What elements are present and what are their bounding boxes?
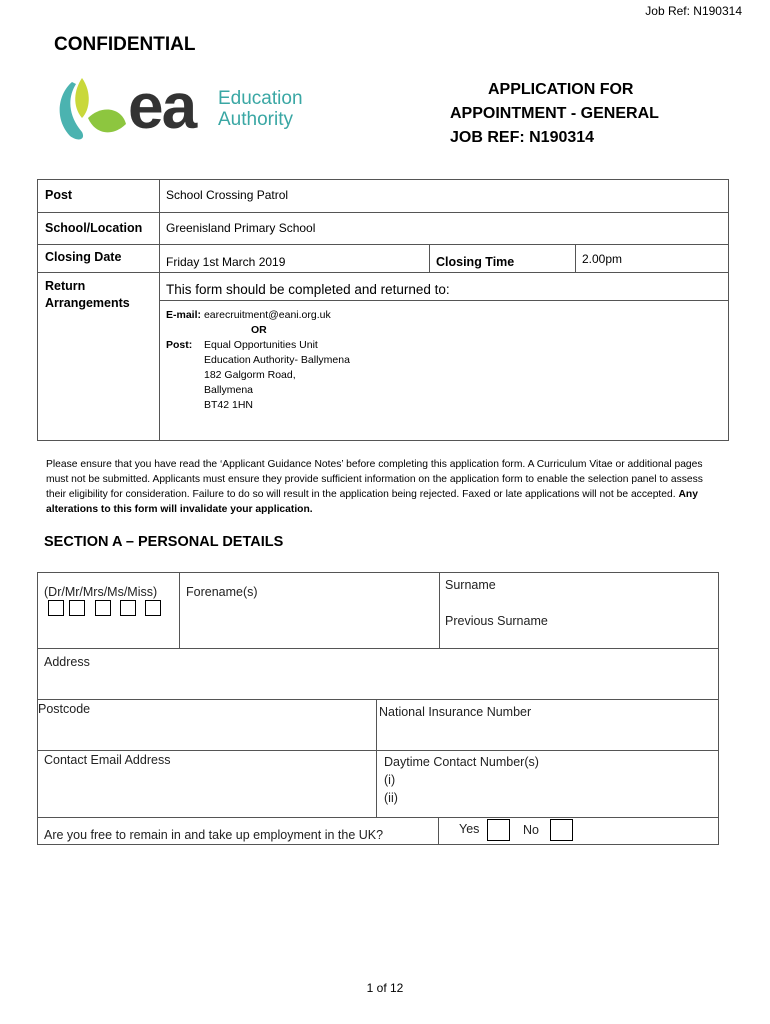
no-checkbox[interactable] [550, 819, 573, 841]
post-value: School Crossing Patrol [166, 188, 289, 202]
closing-date-label: Closing Date [45, 250, 122, 264]
ni-number-field[interactable]: National Insurance Number [379, 705, 532, 719]
surname-field[interactable]: Surname [445, 578, 496, 592]
closing-date-value: Friday 1st March 2019 [166, 255, 286, 269]
return-email-block: E-mail: earecruitment@eani.org.uk OR Post: Equal Opportunities Unit Education Authority- Ballymena 182 Galgorm Road, Ballymena BT42 1HN [166, 309, 350, 411]
logo-text: Education Authority [218, 88, 303, 130]
title-checkbox-miss[interactable] [145, 600, 161, 616]
guidance-notes: Please ensure that you have read the ‘Applicant Guidance Notes’ before completing this application form. A Curriculum Vitae or additional pages must not be submitted. Applicants must ensure they provide sufficient information on the application form to enable the selection panel to assess their eligibility for consideration. Failure to do so will result in the application being rejected. Faxed or late applications will not be accepted. Any alterations to this form will invalidate your application. [46, 459, 703, 515]
title-checkbox-dr[interactable] [48, 600, 64, 616]
uk-employment-question: Are you free to remain in and take up employment in the UK? [44, 828, 384, 842]
forename-field[interactable]: Forename(s) [186, 585, 258, 599]
title-checkbox-ms[interactable] [120, 600, 136, 616]
postcode-field[interactable]: Postcode [38, 702, 91, 716]
ea-logo-icon [52, 74, 132, 144]
title-checkbox-mrs[interactable] [95, 600, 111, 616]
yes-checkbox[interactable] [487, 819, 510, 841]
job-ref-top: Job Ref: N190314 [645, 4, 742, 18]
page-number: 1 of 12 [366, 981, 404, 995]
section-a-title: SECTION A – PERSONAL DETAILS [44, 534, 284, 550]
return-label: Return Arrangements [45, 279, 130, 310]
title-checkbox-mr[interactable] [69, 600, 85, 616]
confidential-label: CONFIDENTIAL [54, 34, 196, 55]
logo-mark: ea [128, 70, 196, 142]
contact-email-field[interactable]: Contact Email Address [44, 753, 171, 767]
return-intro: This form should be completed and returned to: [166, 282, 450, 297]
address-field[interactable]: Address [44, 655, 90, 669]
form-title: APPLICATION FOR APPOINTMENT - GENERAL JOB REF: N190314 [450, 81, 659, 146]
title-field-label: (Dr/Mr/Mrs/Ms/Miss) [44, 585, 158, 599]
post-label: Post [45, 188, 73, 202]
previous-surname-field[interactable]: Previous Surname [445, 614, 548, 628]
location-label: School/Location [45, 221, 143, 235]
no-label: No [523, 823, 539, 837]
yes-label: Yes [459, 822, 480, 836]
return-email: earecruitment@eani.org.uk [203, 309, 331, 321]
closing-time-label: Closing Time [436, 255, 515, 269]
closing-time-value: 2.00pm [582, 252, 623, 266]
daytime-contact-field[interactable]: Daytime Contact Number(s) (i) (ii) [384, 755, 539, 805]
location-value: Greenisland Primary School [166, 221, 316, 235]
